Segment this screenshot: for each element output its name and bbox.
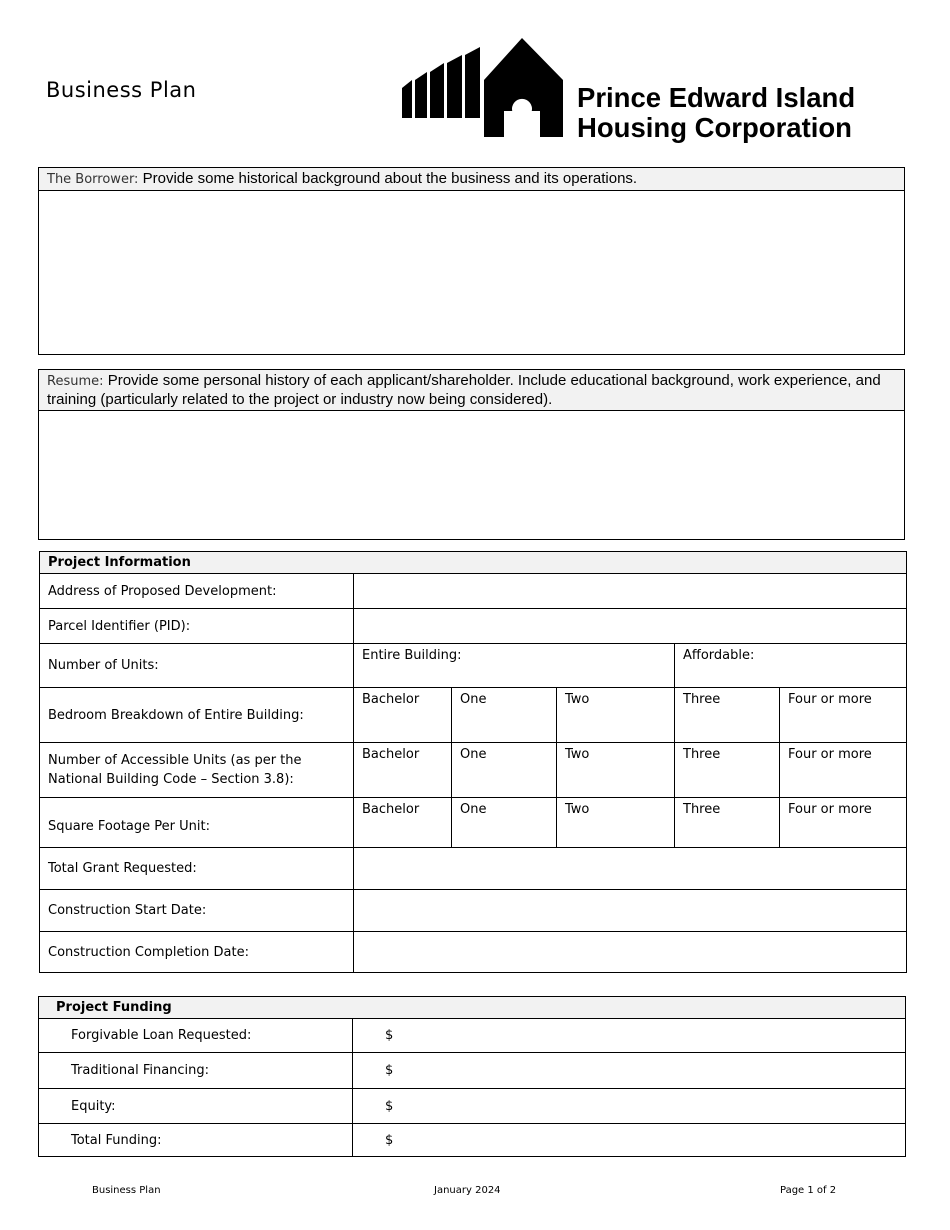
bedroom-three-input[interactable]: Three [675,688,780,743]
total-grant-label: Total Grant Requested: [40,848,354,890]
borrower-text-area[interactable] [39,191,904,357]
resume-label: Resume: [47,374,104,389]
address-input[interactable] [354,574,907,609]
units-label: Number of Units: [40,644,354,688]
construction-start-input[interactable] [354,890,907,932]
construction-start-label: Construction Start Date: [40,890,354,932]
entire-building-input[interactable] [354,644,675,688]
accessible-one-input[interactable]: One [452,743,557,798]
borrower-section [38,167,905,355]
total-funding-label: Total Funding: [39,1124,353,1157]
affordable-input[interactable] [675,644,907,688]
traditional-financing-label: Traditional Financing: [39,1053,353,1089]
total-grant-input[interactable] [354,848,907,890]
logo-text-line1: Prince Edward Island [577,82,856,113]
pid-label: Parcel Identifier (PID): [40,609,354,644]
accessible-units-label: Number of Accessible Units (as per the National Building Code – Section 3.8): [40,743,354,798]
resume-text-area[interactable] [39,411,904,542]
project-information-table [39,551,907,973]
traditional-financing-input[interactable]: $ [353,1053,906,1089]
project-funding-table [38,996,906,1157]
resume-prompt: Provide some personal history of each applicant/shareholder. Include educational background, work experience, and training (particularly related to the project or industry now being considered). [47,372,881,408]
affordable-label: Affordable: [683,648,755,663]
accessible-four-plus-input[interactable]: Four or more [780,743,907,798]
footer-document-name: Business Plan [92,1185,161,1196]
borrower-label: The Borrower: [47,172,139,187]
logo-text-line2: Housing Corporation [577,112,852,143]
resume-header [39,370,904,411]
square-footage-label: Square Footage Per Unit: [40,798,354,848]
house-keyhole-logo-icon [400,36,570,146]
bedroom-breakdown-label: Bedroom Breakdown of Entire Building: [40,688,354,743]
bedroom-four-plus-input[interactable]: Four or more [780,688,907,743]
entire-building-label: Entire Building: [362,648,462,663]
borrower-prompt: Provide some historical background about the business and its operations. [142,170,638,187]
page-title: Business Plan [46,78,197,102]
bedroom-two-input[interactable]: Two [557,688,675,743]
sqft-bachelor-input[interactable]: Bachelor [354,798,452,848]
borrower-header [39,168,904,191]
accessible-bachelor-input[interactable]: Bachelor [354,743,452,798]
forgivable-loan-input[interactable]: $ [353,1019,906,1053]
equity-input[interactable]: $ [353,1089,906,1124]
project-information-heading: Project Information [40,552,907,574]
bedroom-bachelor-input[interactable]: Bachelor [354,688,452,743]
sqft-four-plus-input[interactable]: Four or more [780,798,907,848]
sqft-one-input[interactable]: One [452,798,557,848]
forgivable-loan-label: Forgivable Loan Requested: [39,1019,353,1053]
total-funding-input[interactable]: $ [353,1124,906,1157]
bedroom-one-input[interactable]: One [452,688,557,743]
organization-logo [400,36,906,146]
footer-date: January 2024 [434,1185,501,1196]
address-label: Address of Proposed Development: [40,574,354,609]
construction-completion-input[interactable] [354,932,907,973]
construction-completion-label: Construction Completion Date: [40,932,354,973]
sqft-two-input[interactable]: Two [557,798,675,848]
sqft-three-input[interactable]: Three [675,798,780,848]
pid-input[interactable] [354,609,907,644]
resume-section [38,369,905,540]
accessible-two-input[interactable]: Two [557,743,675,798]
accessible-three-input[interactable]: Three [675,743,780,798]
footer-page-number: Page 1 of 2 [780,1185,837,1196]
project-funding-heading: Project Funding [39,997,906,1019]
equity-label: Equity: [39,1089,353,1124]
